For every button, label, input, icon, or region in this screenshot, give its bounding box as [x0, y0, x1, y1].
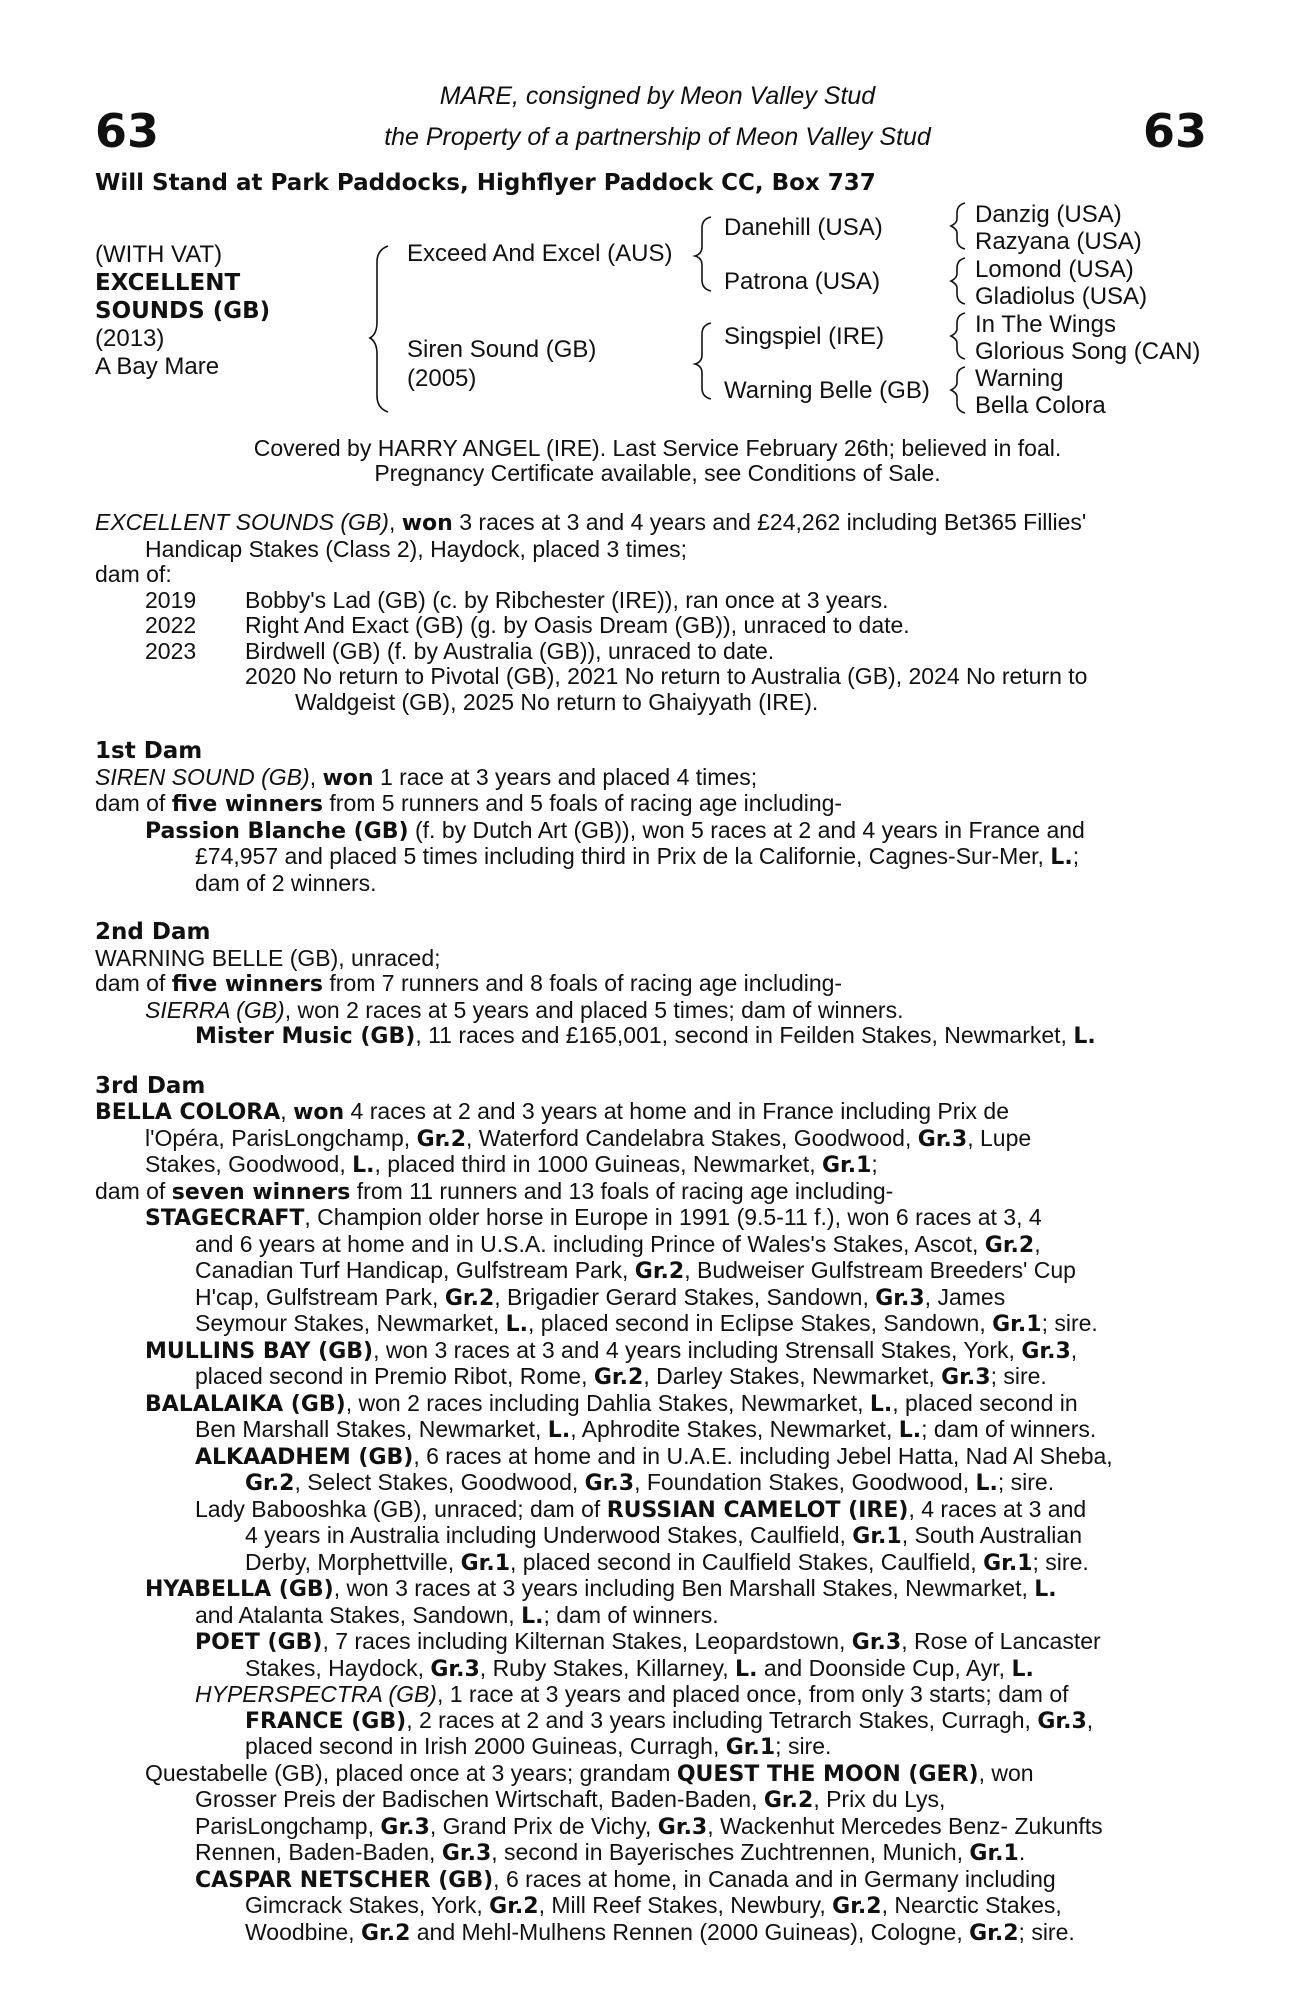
gg-5: In The Wings — [975, 311, 1116, 338]
dam-sire: Singspiel (IRE) — [724, 323, 885, 350]
sire-name: Exceed And Excel (AUS) — [407, 240, 673, 267]
horse-name-line1: EXCELLENT — [95, 270, 241, 296]
catalogue-body — [95, 510, 1205, 1946]
vat-note: (WITH VAT) — [95, 241, 223, 268]
property-line: the Property of a partnership of Meon Valley Stud — [384, 123, 931, 151]
foaling-year: (2013) — [95, 325, 165, 352]
sire-sire: Danehill (USA) — [724, 214, 883, 241]
lot-number-left: 63 — [95, 104, 160, 158]
lot-number-right: 63 — [1143, 104, 1208, 158]
dam-year: (2005) — [407, 365, 477, 392]
produce-record: EXCELLENT SOUNDS (GB), won 3 races at 3 and 4 years and £24,262 including Bet365 Fillies' Handicap Stakes (Class 2), Haydock, placed 3 times; dam of: 2019 Bobby's Lad (GB) (c. by Ribchester (IRE)), ran once at 3 years. 2022 Right And Exact (GB) (g. by Oasis Dream (GB)), unraced to date. 2023 Birdwell (GB) (f. by Australia (GB)), unraced to date. 2020 No return to Pivotal (GB), 2021 No return to Australia (GB), 2024 No return to Waldgeist (GB), 2025 No return to Ghaiyyath (IRE). — [95, 509, 1088, 715]
gg-8: Bella Colora — [975, 392, 1106, 419]
second-dam-heading: 2nd Dam — [95, 919, 211, 945]
third-dam-heading: 3rd Dam — [95, 1072, 206, 1099]
gg-6: Glorious Song (CAN) — [975, 338, 1201, 365]
third-dam-section: 3rd Dam BELLA COLORA, won 4 races at 2 and 3 years at home and in France including Prix de l'Opéra, ParisLongchamp, Gr.2, Waterford Candelabra Stakes, Goodwood, Gr.3, Lupe Stakes, Goodwood, L., placed third in 1000 Guineas, Newmarket, Gr.1; dam of seven winners from 11 runners and 13 foals of racing age including- STAGECRAFT, Champion older horse in Europe in 1991 (9.5-11 f.), won 6 races at 3, 4 and 6 years at home and in U.S.A. including Prince of Wales's Stakes, Ascot, Gr.2, Canadian Turf Handicap, Gulfstream Park, Gr.2, Budweiser Gulfstream Breeders' Cup H'cap, Gulfstream Park, Gr.2, Brigadier Gerard Stakes, Sandown, Gr.3, James Seymour Stakes, Newmarket, L., placed second in Eclipse Stakes, Sandown, Gr.1; sire. MULLINS BAY (GB), won 3 races at 3 and 4 years including Strensall Stakes, York, Gr.3, placed second in Premio Ribot, Rome, Gr.2, Darley Stakes, Newmarket, Gr.3; sire. BALALAIKA (GB), won 2 races including Dahlia Stakes, Newmarket, L., placed second in Ben Marshall Stakes, Newmarket, L., Aphrodite Stakes, Newmarket, L.; dam of winners. ALKAADHEM (GB), 6 races at home and in U.A.E. including Jebel Hatta, Nad Al Sheba, Gr.2, Select Stakes, Goodwood, Gr.3, Foundation Stakes, Goodwood, L.; sire. Lady Babooshka (GB), unraced; dam of RUSSIAN CAMELOT (IRE), 4 races at 3 and 4 years in Australia including Underwood Stakes, Caulfield, Gr.1, South Australian Derby, Morphettville, Gr.1, placed second in Caulfield Stakes, Caulfield, Gr.1; sire. HYABELLA (GB), won 3 races at 3 years including Ben Marshall Stakes, Newmarket, L. and Atalanta Stakes, Sandown, L.; dam of winners. POET (GB), 7 races including Kilternan Stakes, Leopardstown, Gr.3, Rose of Lancaster Stakes, Haydock, Gr.3, Ruby Stakes, Killarney, L. and Doonside Cup, Ayr, L. HYPERSPECTRA (GB), 1 race at 3 years and placed once, from only 3 starts; dam of FRANCE (GB), 2 races at 2 and 3 years including Tetrarch Stakes, Curragh, Gr.3, placed second in Irish 2000 Guineas, Curragh, Gr.1; sire. Questabelle (GB), placed once at 3 years; grandam QUEST THE MOON (GER), won Grosser Preis der Badischen Wirtschaft, Baden-Baden, Gr.2, Prix du Lys, ParisLongchamp, Gr.3, Grand Prix de Vichy, Gr.3, Wackenhut Mercedes Benz- Zukunfts Rennen, Baden-Baden, Gr.3, second in Bayerisches Zuchtrennen, Munich, Gr.1. CASPAR NETSCHER (GB), 6 races at home, in Canada and in Germany including Gimcrack Stakes, York, Gr.2, Mill Reef Stakes, Newbury, Gr.2, Nearctic Stakes, Woodbine, Gr.2 and Mehl-Mulhens Rennen (2000 Guineas), Cologne, Gr.2; sire. — [95, 1074, 1205, 1947]
covering-line1: Covered by HARRY ANGEL (IRE). Last Service February 26th; believed in foal. — [253, 435, 1062, 461]
second-dam-section: 2nd Dam WARNING BELLE (GB), unraced; dam of five winners from 7 runners and 8 foals of racing age including- SIERRA (GB), won 2 races at 5 years and placed 5 times; dam of winners. Mister Music (GB), 11 races and £165,001, second in Feilden Stakes, Newmarket, L. — [95, 920, 1205, 1050]
stand-location: Will Stand at Park Paddocks, Highflyer Paddock CC, Box 737 — [95, 170, 876, 196]
covering-line2: Pregnancy Certificate available, see Conditions of Sale. — [374, 460, 941, 486]
gg-2: Razyana (USA) — [975, 228, 1142, 255]
first-dam-section: 1st Dam SIREN SOUND (GB), won 1 race at 3 years and placed 4 times; dam of five winners from 5 runners and 5 foals of racing age including- Passion Blanche (GB) (f. by Dutch Art (GB)), won 5 races at 2 and 4 years in France and £74,957 and placed 5 times including third in Prix de la Californie, Cagnes-Sur-Mer, L.; dam of 2 winners. — [95, 739, 1205, 896]
gg-7: Warning — [975, 365, 1064, 392]
dam-name: Siren Sound (GB) — [407, 336, 597, 363]
stagecraft-entry: STAGECRAFT, Champion older horse in Europe in 1991 (9.5-11 f.), won 6 races at 3, 4 and 6 years at home and in U.S.A. including Prince of Wales's Stakes, Ascot, Gr.2, Canadian Turf Handicap, Gulfstream Park, Gr.2, Budweiser Gulfstream Breeders' Cup H'cap, Gulfstream Park, Gr.2, Brigadier Gerard Stakes, Sandown, Gr.3, James Seymour Stakes, Newmarket, L., placed second in Eclipse Stakes, Sandown, Gr.1; sire. MULLINS BAY (GB), won 3 races at 3 and 4 years including Strensall Stakes, York, Gr.3, placed second in Premio Ribot, Rome, Gr.2, Darley Stakes, Newmarket, Gr.3; sire. BALALAIKA (GB), won 2 races including Dahlia Stakes, Newmarket, L., placed second in Ben Marshall Stakes, Newmarket, L., Aphrodite Stakes, Newmarket, L.; dam of winners. ALKAADHEM (GB), 6 races at home and in U.A.E. including Jebel Hatta, Nad Al Sheba, Gr.2, Select Stakes, Goodwood, Gr.3, Foundation Stakes, Goodwood, L.; sire. Lady Babooshka (GB), unraced; dam of RUSSIAN CAMELOT (IRE), 4 races at 3 and 4 years in Australia including Underwood Stakes, Caulfield, Gr.1, South Australian Derby, Morphettville, Gr.1, placed second in Caulfield Stakes, Caulfield, Gr.1; sire. HYABELLA (GB), won 3 races at 3 years including Ben Marshall Stakes, Newmarket, L. and Atalanta Stakes, Sandown, L.; dam of winners. POET (GB), 7 races including Kilternan Stakes, Leopardstown, Gr.3, Rose of Lancaster Stakes, Haydock, Gr.3, Ruby Stakes, Killarney, L. and Doonside Cup, Ayr, L. HYPERSPECTRA (GB), 1 race at 3 years and placed once, from only 3 starts; dam of FRANCE (GB), 2 races at 2 and 3 years including Tetrarch Stakes, Curragh, Gr.3, placed second in Irish 2000 Guineas, Curragh, Gr.1; sire. Questabelle (GB), placed once at 3 years; grandam QUEST THE MOON (GER), won Grosser Preis der Badischen Wirtschaft, Baden-Baden, Gr.2, Prix du Lys, ParisLongchamp, Gr.3, Grand Prix de Vichy, Gr.3, Wackenhut Mercedes Benz- Zukunfts Rennen, Baden-Baden, Gr.3, second in Bayerisches Zuchtrennen, Munich, Gr.1. CASPAR NETSCHER (GB), 6 races at home, in Canada and in Germany including Gimcrack Stakes, York, Gr.2, Mill Reef Stakes, Newbury, Gr.2, Nearctic Stakes, Woodbine, Gr.2 and Mehl-Mulhens Rennen (2000 Guineas), Cologne, Gr.2; sire. — [145, 1204, 1113, 1946]
horse-name-line2: SOUNDS (GB) — [95, 298, 271, 324]
gg-1: Danzig (USA) — [975, 201, 1122, 228]
horse-description: A Bay Mare — [95, 353, 220, 380]
sire-dam: Patrona (USA) — [724, 268, 881, 295]
dam-dam: Warning Belle (GB) — [724, 377, 930, 404]
first-dam-heading: 1st Dam — [95, 738, 203, 764]
consignor-line: MARE, consigned by Meon Valley Stud — [439, 82, 876, 110]
gg-4: Gladiolus (USA) — [975, 283, 1148, 310]
gg-3: Lomond (USA) — [975, 256, 1134, 283]
